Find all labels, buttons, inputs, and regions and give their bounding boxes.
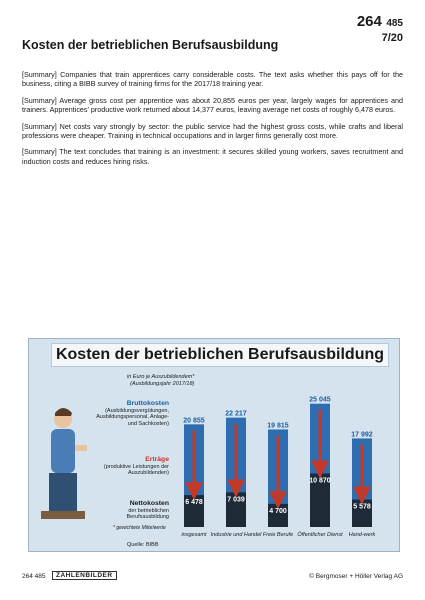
figure-title: Kosten der betrieblichen Berufsausbildung xyxy=(51,343,389,367)
category-label: Freie Berufe xyxy=(262,532,294,538)
page-title: Kosten der betrieblichen Berufsausbildung xyxy=(22,38,279,52)
sheet-number: 264 xyxy=(356,13,382,30)
legend-gross-title: Bruttokosten xyxy=(126,400,169,407)
figure-footnote: * gewichtete Mittelwerte xyxy=(113,525,166,531)
legend-net-desc: der betrieblichen Berufsausbildung xyxy=(126,507,169,521)
category-label: Industrie und Handel xyxy=(210,532,262,538)
footer-sheet-number: 264 485 xyxy=(22,573,46,580)
gross-value-label: 17 992 xyxy=(351,431,373,439)
footer-publisher: © Bergmoser + Höller Verlag AG xyxy=(309,573,403,580)
cost-figure xyxy=(28,338,400,552)
zahlenbilder-logo: ZAHLENBILDER xyxy=(52,571,117,580)
page-header xyxy=(0,14,425,54)
category-label: Öffentlicher Dienst xyxy=(297,532,343,538)
sheet-issue: 7/20 xyxy=(381,32,403,44)
article-paragraph: [Summary] Companies that train apprentices carry considerable costs. The text asks whether this pays off for the business, citing a BIBB survey of training firms for the 2017/18 training year. xyxy=(22,70,403,89)
gross-value-label: 20 855 xyxy=(183,417,205,425)
article-paragraph: [Summary] Average gross cost per apprentice was about 20,855 euros per year, largely wages for apprentices and trainers. Apprentices' productive work returned about 14,377 euros, leaving average net costs of roughly 6,478 euros. xyxy=(22,95,403,115)
net-value-label: 10 870 xyxy=(309,477,331,485)
legend-returns-desc: (produktive Leistungen der Auszubildenden) xyxy=(103,463,169,477)
net-value-label: 5 578 xyxy=(353,503,371,511)
cost-bar-chart xyxy=(29,339,399,551)
legend-gross-desc: (Ausbildungsvergütungen, Ausbildungspersonal, Anlage- und Sachkosten) xyxy=(96,407,169,427)
gross-value-label: 25 045 xyxy=(309,396,331,404)
net-value-label: 4 700 xyxy=(269,507,287,515)
category-label: Hand-werk xyxy=(348,532,376,538)
article-paragraph: [Summary] The text concludes that training is an investment: it secures skilled young workers, saves recruitment and induction costs and reduces hiring risks. xyxy=(22,147,403,166)
article-body xyxy=(22,70,403,332)
figure-source: Quelle: BIBB xyxy=(127,542,159,548)
gross-value-label: 22 217 xyxy=(225,410,247,418)
category-label: insgesamt xyxy=(181,532,207,538)
figure-unit: in Euro je Auszubildendem* xyxy=(127,374,195,380)
sheet-sub: 485 xyxy=(386,18,403,29)
legend-net-title: Nettokosten xyxy=(129,500,169,507)
net-value-label: 6 478 xyxy=(185,499,203,507)
net-value-label: 7 039 xyxy=(227,496,245,504)
page-footer xyxy=(22,571,403,583)
figure-period: (Ausbildungsjahr 2017/18) xyxy=(130,381,195,387)
article-paragraph: [Summary] Net costs vary strongly by sector: the public service had the highest gross costs, while crafts and liberal professions were cheaper. Training in technical occupations and in larger firms generally cost more. xyxy=(22,121,403,141)
legend-returns-title: Erträge xyxy=(145,456,169,463)
sheet-id xyxy=(357,14,403,46)
gross-value-label: 19 815 xyxy=(267,422,289,430)
